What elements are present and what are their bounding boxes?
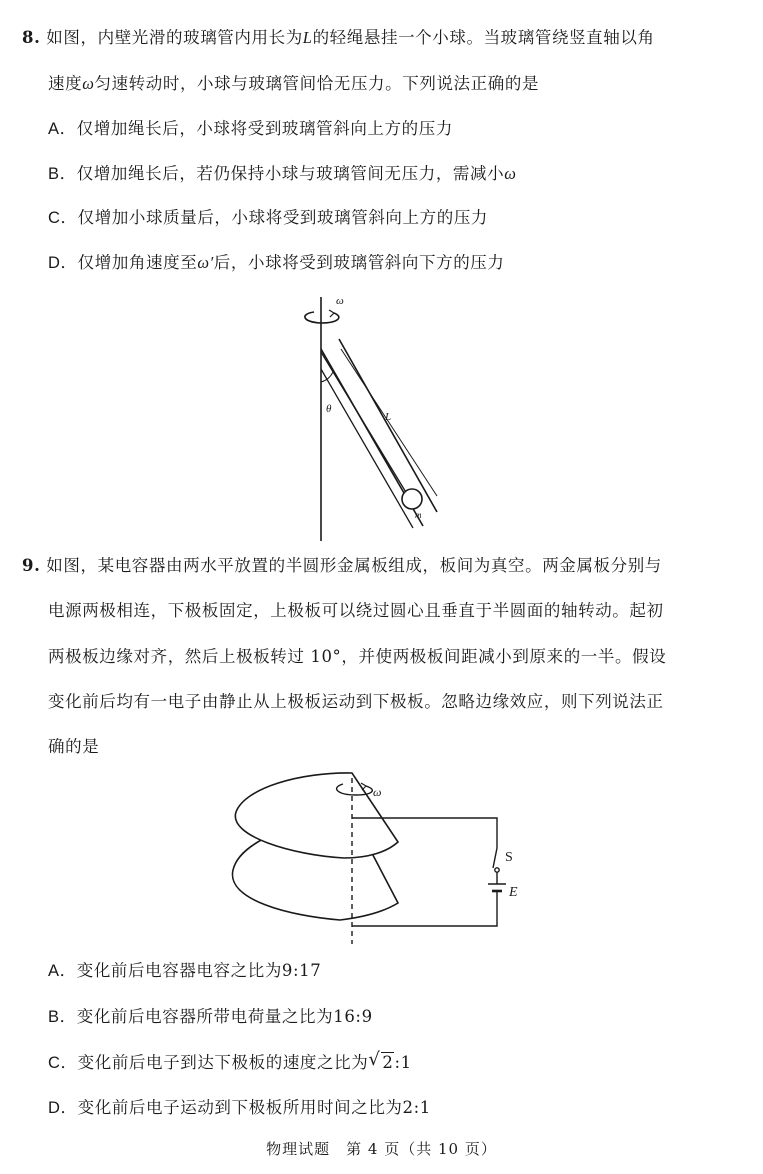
q8-option-c-text: 仅增加小球质量后，小球将受到玻璃管斜向上方的压力 xyxy=(77,208,489,227)
q9-option-d[interactable] xyxy=(48,1098,431,1118)
q9-stem-line-3: 两极板边缘对齐，然后上极板转过 10°，并使两极板间距减小到原来的一半。假设 xyxy=(48,647,667,666)
q9-source-label: E xyxy=(509,885,518,900)
q8-omega-symbol: ω xyxy=(82,74,95,93)
q8-option-d-label: D． xyxy=(48,254,78,272)
q9-option-d-text: 变化前后电子运动到下极板所用时间之比为 xyxy=(77,1098,403,1117)
q9-option-b-value: 16:9 xyxy=(333,1007,373,1026)
q8-option-d-omega-prime: ω′ xyxy=(197,253,214,272)
q8-option-d-text-a: 仅增加角速度至 xyxy=(77,253,198,272)
q8-option-c-label: C． xyxy=(48,209,78,227)
q9-stem-line-2: 电源两极相连，下极板固定，上极板可以绕过圆心且垂直于半圆面的轴转动。起初 xyxy=(48,601,664,620)
q9-option-b[interactable] xyxy=(48,1007,373,1027)
page-footer: 物理试题 第 4 页（共 10 页） xyxy=(266,1140,497,1158)
q8-omega-label: ω xyxy=(336,295,344,307)
q8-option-b-text: 仅增加绳长后，若仍保持小球与玻璃管间无压力，需减小 xyxy=(76,164,505,183)
q9-stem-line-4: 变化前后均有一电子由静止从上极板运动到下极板。忽略边缘效应，则下列说法正 xyxy=(48,692,664,711)
q9-option-d-label: D． xyxy=(48,1099,78,1117)
q8-option-b-omega: ω xyxy=(504,164,517,183)
q9-stem-text-1: 如图，某电容器由两水平放置的半圆形金属板组成，板间为真空。两金属板分别与 xyxy=(46,556,662,575)
q9-option-a-value: 9:17 xyxy=(281,961,322,980)
q8-length-symbol: L xyxy=(302,28,313,47)
q8-option-a-label: A． xyxy=(48,120,77,138)
q8-option-b-label: B． xyxy=(48,165,77,183)
q8-stem-text-2a: 速度 xyxy=(48,74,83,93)
q9-number: 9. xyxy=(22,556,41,575)
q8-stem-text-1b: 的轻绳悬挂一个小球。当玻璃管绕竖直轴以角 xyxy=(312,28,655,47)
q9-option-c-value-tail: :1 xyxy=(394,1053,412,1072)
q8-stem-text-2b: 匀速转动时，小球与玻璃管间恰无压力。下列说法正确的是 xyxy=(94,74,540,93)
q9-option-c[interactable] xyxy=(48,1049,412,1073)
q8-option-d-text-b: 后，小球将受到玻璃管斜向下方的压力 xyxy=(213,253,505,272)
q9-option-c-text: 变化前后电子到达下极板的速度之比为 xyxy=(77,1053,369,1072)
q9-option-a[interactable] xyxy=(48,961,321,981)
q9-option-b-label: B． xyxy=(48,1008,77,1026)
q8-option-a-text: 仅增加绳长后，小球将受到玻璃管斜向上方的压力 xyxy=(76,119,453,138)
q8-theta-label: θ xyxy=(326,403,332,415)
q8-L-label: L xyxy=(385,411,392,423)
q9-option-d-value: 2:1 xyxy=(402,1098,431,1117)
q8-m-label: m xyxy=(415,510,422,520)
q9-switch-label: S xyxy=(505,850,513,865)
q9-option-b-text: 变化前后电容器所带电荷量之比为 xyxy=(76,1007,334,1026)
q9-option-c-radicand: 2 xyxy=(382,1053,394,1072)
q9-option-c-sqrt: √ 2 xyxy=(368,1049,394,1072)
q8-number: 8. xyxy=(22,28,41,47)
q9-stem-line-5: 确的是 xyxy=(48,737,100,756)
q9-omega-label: ω xyxy=(373,785,382,799)
q9-option-a-label: A． xyxy=(48,962,77,980)
q9-switch[interactable] xyxy=(493,848,497,868)
q9-option-c-label: C． xyxy=(48,1054,78,1072)
q8-stem-text-1a: 如图，内壁光滑的玻璃管内用长为 xyxy=(46,28,303,47)
q9-option-a-text: 变化前后电容器电容之比为 xyxy=(76,961,282,980)
